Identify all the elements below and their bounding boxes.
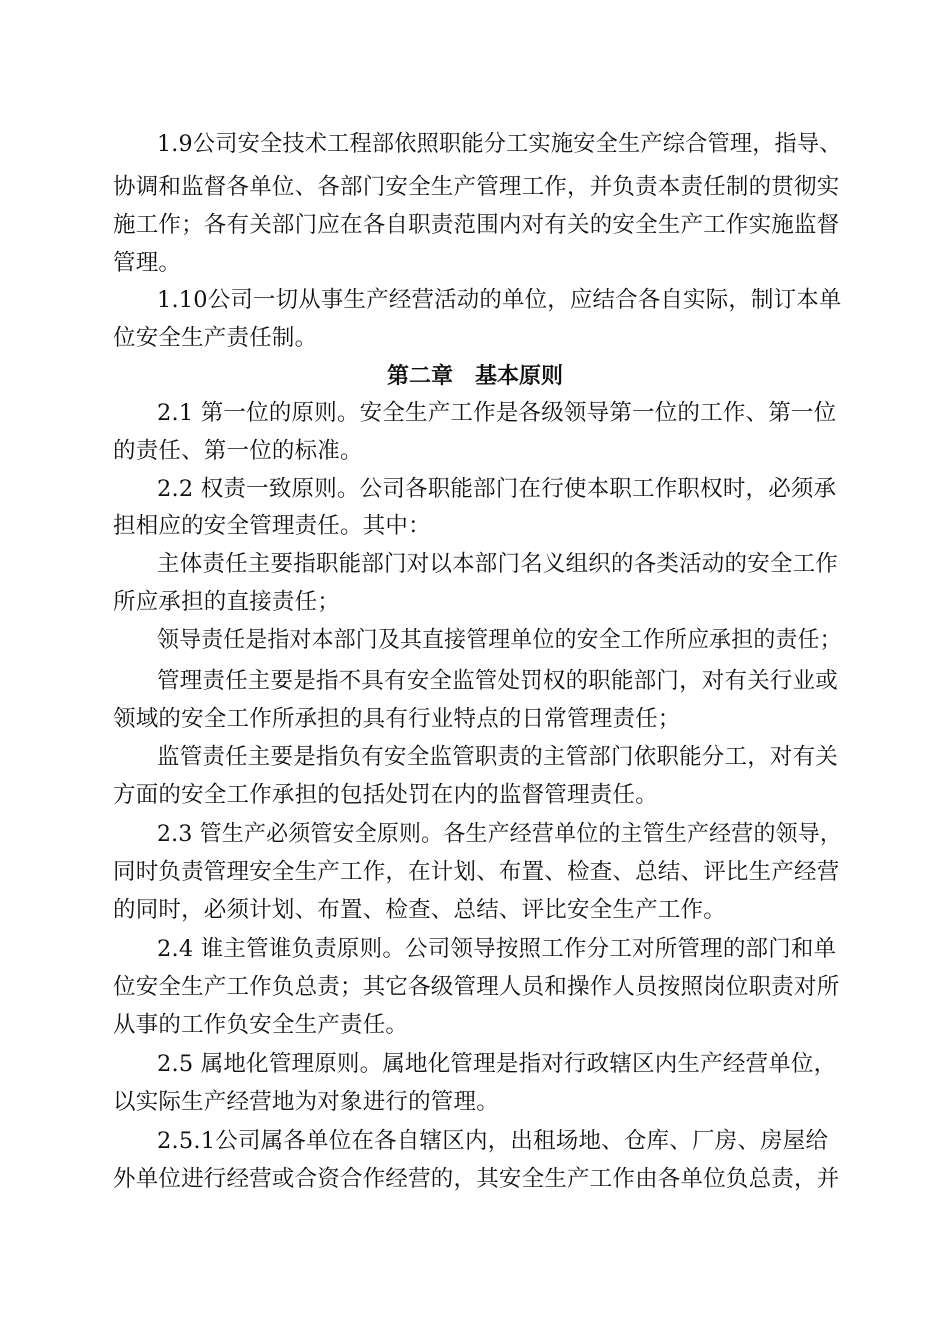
paragraph-1-10-line-2: 位安全生产责任制。 bbox=[113, 325, 318, 351]
paragraph-1-9-line-1: 1.9公司安全技术工程部依照职能分工实施安全生产综合管理，指导、 bbox=[157, 131, 842, 157]
paragraph-2-3-line-2: 同时负责管理安全生产工作，在计划、布置、检查、总结、评比生产经营 bbox=[113, 859, 840, 885]
chapter-heading: 第二章 基本原则 bbox=[386, 363, 563, 389]
paragraph-2-2-line-1: 2.2 权责一致原则。公司各职能部门在行使本职工作职权时，必须承 bbox=[157, 476, 837, 502]
paragraph-2-1-line-1: 2.1 第一位的原则。安全生产工作是各级领导第一位的工作、第一位 bbox=[157, 400, 837, 426]
paragraph-2-5-line-2: 以实际生产经营地为对象进行的管理。 bbox=[113, 1089, 499, 1115]
paragraph-1-9-line-3: 施工作；各有关部门应在各自职责范围内对有关的安全生产工作实施监督 bbox=[113, 212, 840, 238]
paragraph-main-resp-line-1: 主体责任主要指职能部门对以本部门名义组织的各类活动的安全工作 bbox=[157, 551, 839, 577]
paragraph-main-resp-line-2: 所应承担的直接责任； bbox=[113, 589, 341, 615]
paragraph-mgmt-resp-line-1: 管理责任主要是指不具有安全监管处罚权的职能部门，对有关行业或 bbox=[157, 668, 839, 694]
paragraph-mgmt-resp-line-2: 领域的安全工作所承担的具有行业特点的日常管理责任； bbox=[113, 706, 681, 732]
paragraph-super-resp-line-2: 方面的安全工作承担的包括处罚在内的监督管理责任。 bbox=[113, 782, 658, 808]
paragraph-2-3-line-3: 的同时，必须计划、布置、检查、总结、评比安全生产工作。 bbox=[113, 897, 726, 923]
paragraph-2-2-line-2: 担相应的安全管理责任。其中： bbox=[113, 513, 431, 539]
paragraph-2-5-1-line-2: 外单位进行经营或合资合作经营的，其安全生产工作由各单位负总责，并 bbox=[113, 1166, 840, 1192]
paragraph-2-5-1-line-1: 2.5.1公司属各单位在各自辖区内，出租场地、仓库、厂房、房屋给 bbox=[157, 1128, 829, 1154]
paragraph-2-4-line-1: 2.4 谁主管谁负责原则。公司领导按照工作分工对所管理的部门和单 bbox=[157, 936, 837, 962]
paragraph-lead-resp-line-1: 领导责任是指对本部门及其直接管理单位的安全工作所应承担的责任； bbox=[157, 627, 842, 653]
paragraph-1-9-line-4: 管理。 bbox=[113, 250, 182, 276]
paragraph-2-5-line-1: 2.5 属地化管理原则。属地化管理是指对行政辖区内生产经营单位， bbox=[157, 1051, 837, 1077]
paragraph-2-4-line-2: 位安全生产工作负总责；其它各级管理人员和操作人员按照岗位职责对所 bbox=[113, 974, 840, 1000]
paragraph-2-3-line-1: 2.3 管生产必须管安全原则。各生产经营单位的主管生产经营的领导， bbox=[157, 821, 843, 847]
paragraph-super-resp-line-1: 监管责任主要是指负有安全监管职责的主管部门依职能分工，对有关 bbox=[157, 744, 839, 770]
paragraph-2-1-line-2: 的责任、第一位的标准。 bbox=[113, 438, 363, 464]
paragraph-1-10-line-1: 1.10公司一切从事生产经营活动的单位，应结合各自实际，制订本单 bbox=[157, 287, 842, 313]
paragraph-2-4-line-3: 从事的工作负安全生产责任。 bbox=[113, 1012, 409, 1038]
paragraph-1-9-line-2: 协调和监督各单位、各部门安全生产管理工作，并负责本责任制的贯彻实 bbox=[113, 174, 840, 200]
